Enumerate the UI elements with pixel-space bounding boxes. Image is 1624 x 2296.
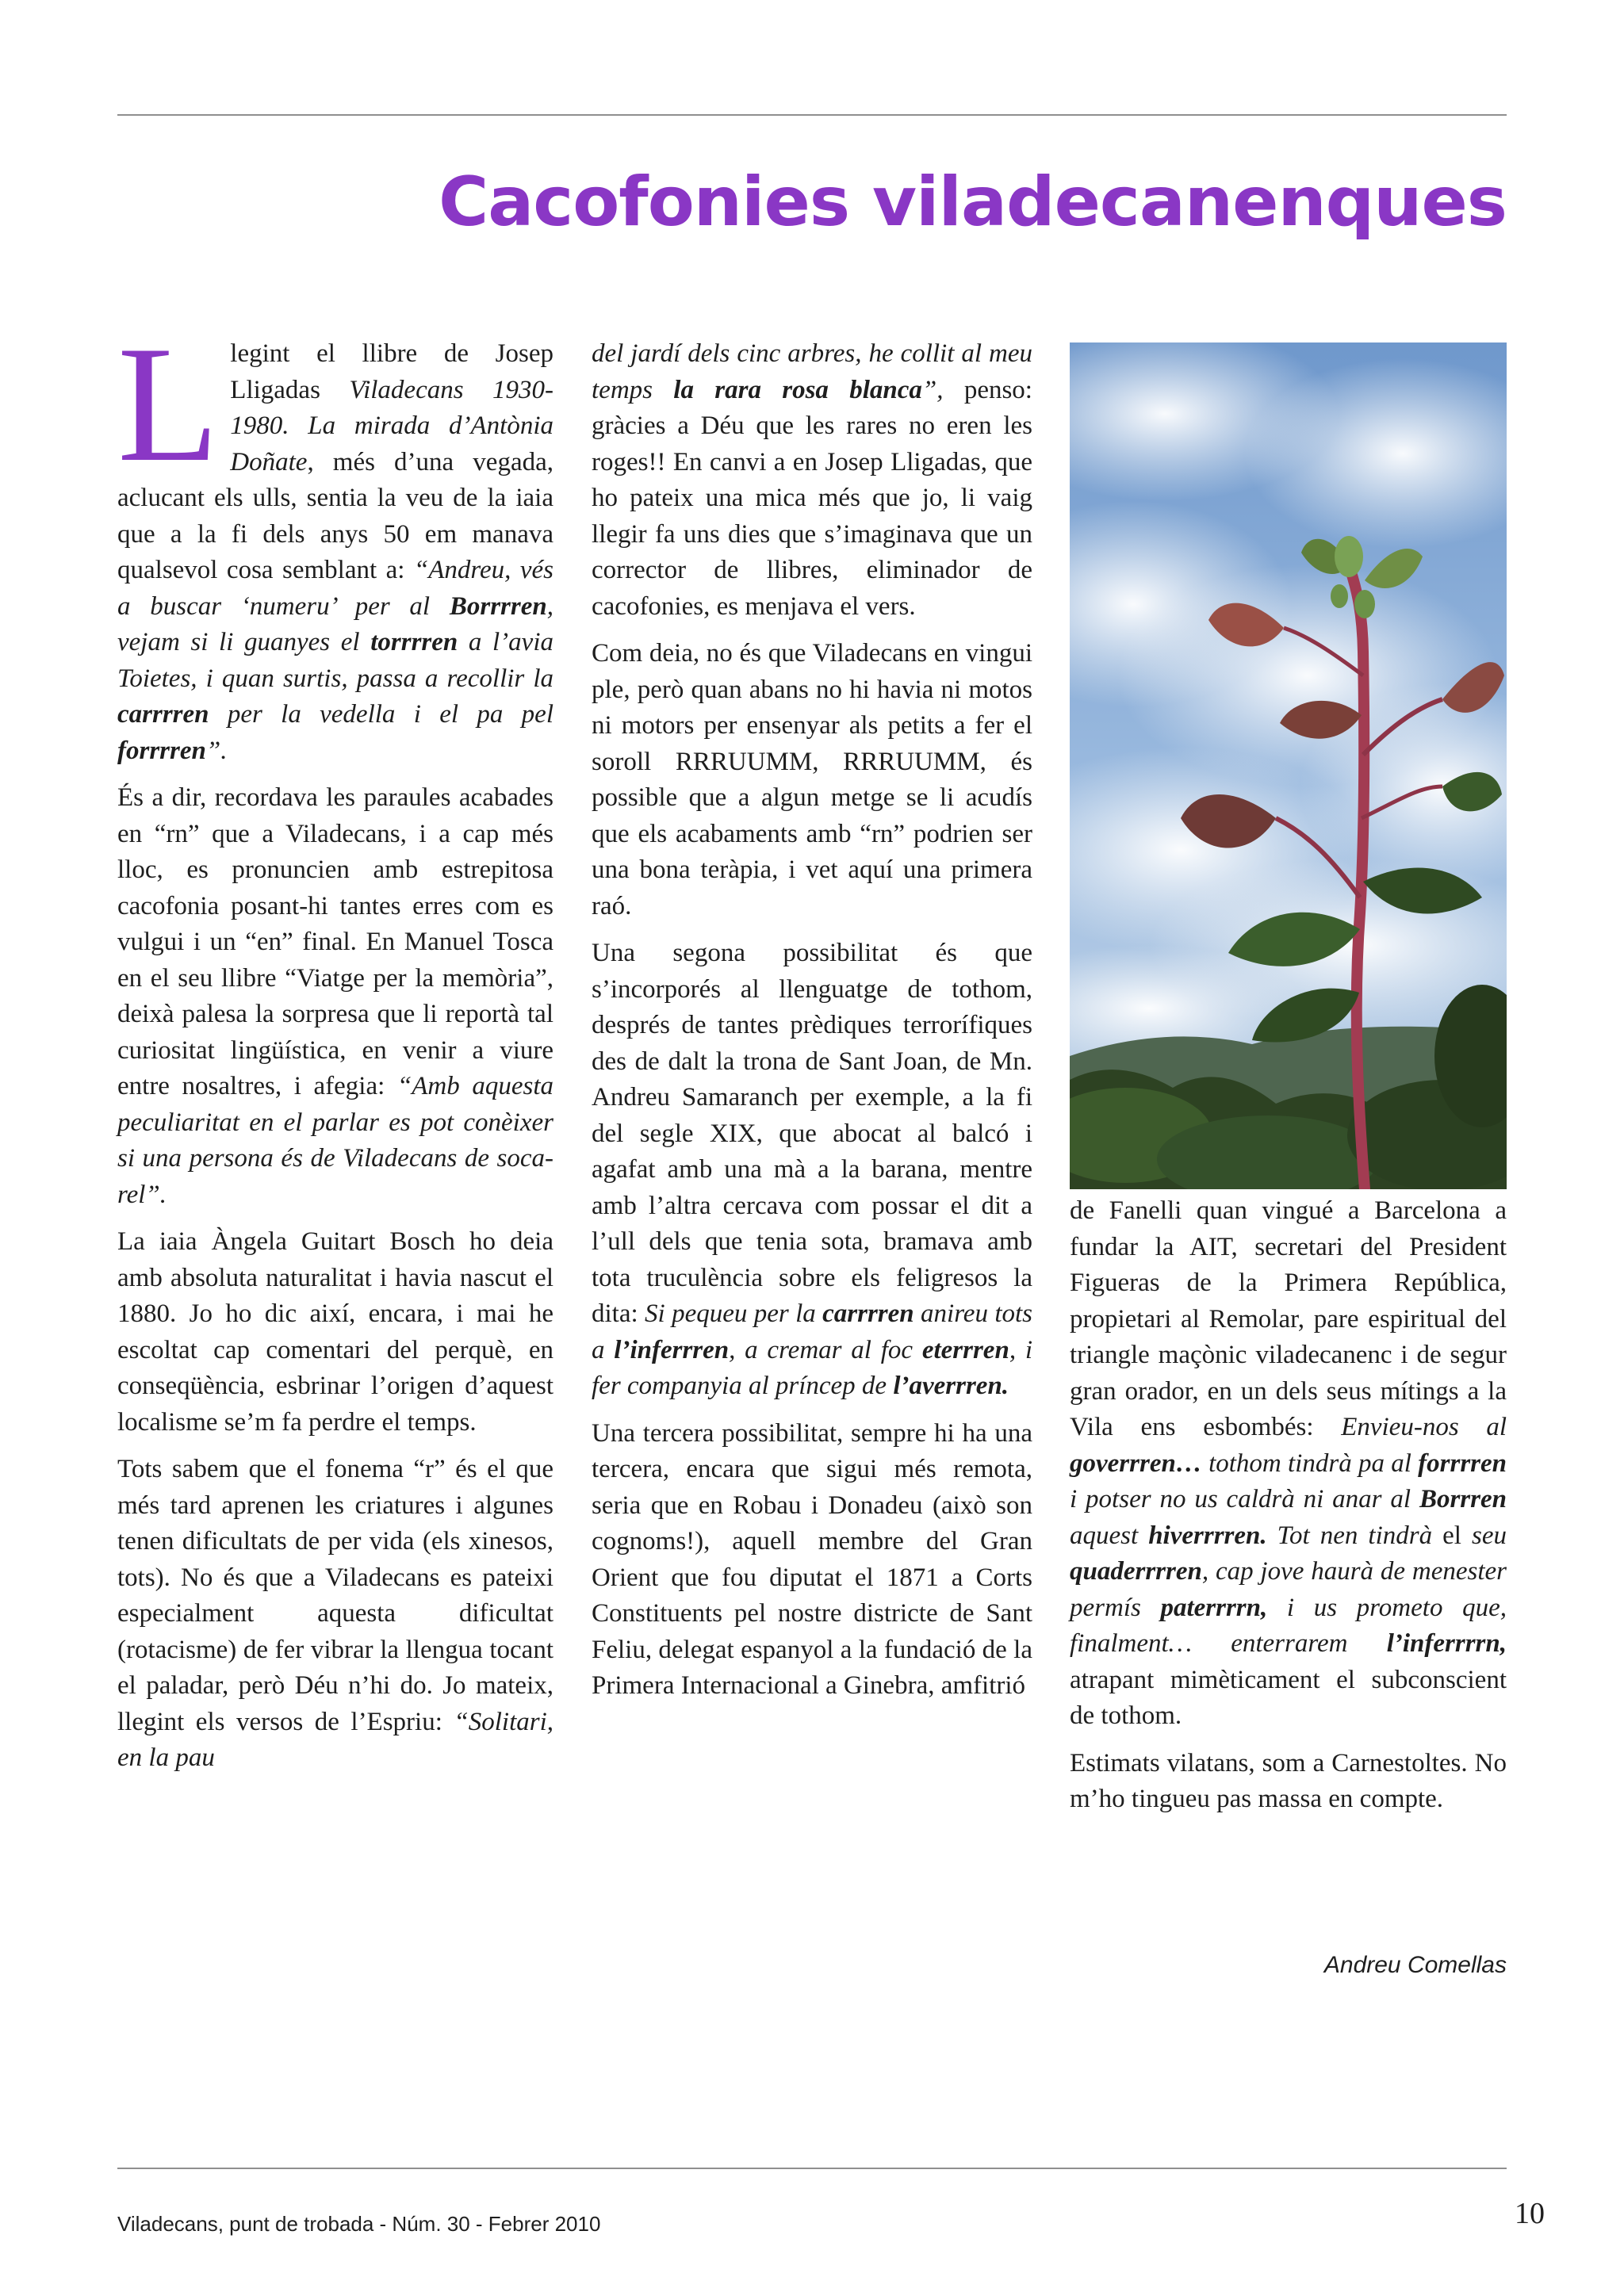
text-run: per la vedella i el pa pel (209, 700, 553, 729)
drop-cap: L (117, 312, 220, 496)
paragraph (592, 336, 1032, 625)
lead-paragraph (117, 312, 553, 769)
text-run (673, 376, 922, 404)
text-run: , cap jove haurà de menester permís (1070, 1557, 1507, 1622)
text-run-emphasis: forrrren (1418, 1448, 1507, 1478)
text-run: “Amb aquesta peculiaritat en el parlar es pot conèixer si una persona és de Viladecans de soca-rel”. (117, 1072, 553, 1209)
text-run-emphasis: goverrren… (1070, 1448, 1202, 1478)
text-run: legint el llibre de Josep Lligadas (230, 339, 553, 404)
article-column-2 (592, 336, 1032, 1716)
text-run: Envieu-nos al (1341, 1413, 1507, 1441)
text-run (1070, 1557, 1202, 1586)
text-run-emphasis: carrrren (117, 700, 209, 729)
text-run: del jardí dels cinc arbres, he collit al meu temps (592, 339, 1032, 404)
text-run: , més d’una vegada, aclucant els ulls, sentia la veu de la iaia que a la fi dels anys 50 em manava qualsevol cosa semblant a: (117, 447, 553, 584)
paragraph (592, 1416, 1032, 1705)
text-run-emphasis: carrrren (822, 1299, 914, 1328)
text-run: És a dir, recordava les paraules acabades en “rn” que a Viladecans, i a cap més lloc, es pronuncien amb estrepitosa cacofonia posant-hi tantes erres com es vulgui i un “en” final. En Manuel Tosca en el seu llibre “Viatge per la memòria”, deixà palesa la sorpresa que li reportà tal curiositat lingüística, en venir a viure entre nosaltres, i afegia: (117, 783, 553, 1100)
text-run: i us prometo que, finalment… enterrarem (1070, 1593, 1507, 1658)
text-run: , a cremar al foc (729, 1335, 922, 1364)
text-run: de Fanelli quan vingué a Barcelona a fundar la AIT, secretari del President Figueras de la Primera República, propietari al Remolar, pare espiritual del triangle maçònic viladecanenc i de segur gran orador, en un dels seus mítings a la Vila ens esbombés: (1070, 1196, 1507, 1441)
paragraph (117, 780, 553, 1213)
text-run (117, 700, 209, 729)
text-run: anireu tots a (592, 1299, 1033, 1364)
text-run (1387, 1629, 1507, 1658)
text-run-emphasis: torrrren (370, 628, 458, 656)
text-run: Una segona possibilitat és que s’incorporés al llenguatge de tothom, després de tantes prèdiques terrorífiques des de dalt la trona de Sant Joan, de Mn. Andreu Samaranch per exemple, a la fi del segle XIX, que abocat al balcó i agafat amb una mà a la barana, mentre amb l’altra cercava com possar el dit a l’ull dels que tenia sota, bramava amb tota truculència sobre els feligresos la dita: (592, 939, 1032, 1328)
text-run: penso: gràcies a Déu que les rares no eren les roges!! En canvi a en Josep Lligadas, que ho pateix una mica més que jo, li vaig llegir fa uns dies que s’imaginava que un corrector de llibres, eliminador de cacofonies, es menjava el vers. (592, 375, 1032, 621)
text-run: “Solitari, en la pau (117, 1707, 553, 1772)
article-column-1 (117, 312, 553, 1788)
text-run (1148, 1521, 1266, 1550)
text-run: Tots sabem que el fonema “r” és el que més tard aprenen les criatures i algunes tenen dificultats de per vida (els xinesos, tots). No és que a Viladecans es pateixi especialment aquesta dificultat (rotacisme) de fer vibrar la llengua tocant el paladar, però Déu n’hi do. Jo mateix, llegint els versos de l’Espriu: (117, 1455, 553, 1736)
text-run-emphasis: hiverrrren. (1148, 1521, 1267, 1550)
text-run: Com deia, no és que Viladecans en vingui ple, però quan abans no hi havia ni motos ni motors per ensenyar als petits a fer el soroll RRRUUMM, RRRUUMM, és possible que a algun metge se li acudís que els acabaments amb “rn” podrien ser una bona teràpia, i vet aquí una primera raó. (592, 639, 1032, 920)
text-run: “Andreu, vés a buscar ‘numeru’ per al (117, 556, 553, 621)
text-run: La iaia Àngela Guitart Bosch ho deia amb absoluta naturalitat i havia nascut el 1880. Jo ho dic així, encara, i mai he escoltat cap comentari del perquè, en conseqüència, esbrinar l’origen d’aquest localisme se’m fa perdre el temps. (117, 1227, 553, 1437)
text-run (370, 628, 458, 656)
text-run-emphasis: eterrren (921, 1335, 1009, 1364)
paragraph (1070, 1746, 1507, 1818)
bottom-rule (117, 2168, 1507, 2169)
text-run-emphasis: quaderrrren (1070, 1557, 1202, 1586)
paragraph (1070, 1193, 1507, 1735)
text-run: a l’avia Toietes, i quan surtis, passa a recollir la (117, 628, 553, 693)
text-run: Tot nen tindrà (1266, 1521, 1443, 1550)
text-run: Una tercera possibilitat, sempre hi ha una tercera, encara que sigui més remota, seria que en Robau i Donadeu (això son cognoms!), aquell membre del Gran Orient que fou diputat el 1871 a Corts Constituents pel nostre districte de Sant Feliu, delegat espanyol a la fundació de la Primera Internacional a Ginebra, amfitrió (592, 1418, 1032, 1700)
text-run (822, 1299, 914, 1328)
paragraph (592, 936, 1032, 1405)
text-run-emphasis: l’inferrren (614, 1335, 730, 1364)
text-run: i potser no us caldrà ni anar al (1070, 1485, 1419, 1513)
text-run (450, 592, 547, 621)
text-run (117, 737, 206, 765)
text-run-emphasis: forrrren (117, 736, 206, 765)
text-run-emphasis: paterrrrn, (1160, 1593, 1268, 1622)
text-run: seu (1471, 1521, 1507, 1550)
text-run: Viladecans 1930-1980. La mirada d’Antònia Doñate (230, 375, 553, 476)
text-run (1160, 1594, 1267, 1622)
paragraph (592, 636, 1032, 924)
article-title: Cacofonies viladecanenques (439, 163, 1507, 242)
text-run: el (1442, 1521, 1472, 1550)
page-number: 10 (1515, 2197, 1545, 2230)
top-rule (117, 114, 1507, 116)
text-run: ”. (205, 736, 228, 765)
text-run (1418, 1449, 1507, 1478)
article-column-3 (1070, 1193, 1507, 1829)
text-run (614, 1336, 729, 1364)
paragraph (117, 1452, 553, 1777)
text-run-emphasis: Borrren (1419, 1485, 1507, 1513)
text-run-emphasis: Borrrren (449, 591, 547, 621)
text-run-emphasis: l’averrren. (893, 1372, 1009, 1400)
text-run (922, 1336, 1009, 1364)
paragraph (117, 1224, 553, 1441)
text-run: Estimats vilatans, som a Carnestoltes. No m’ho tingueu pas massa en compte. (1070, 1748, 1507, 1813)
text-run: atrapant mimèticament el subconscient de tothom. (1070, 1665, 1507, 1730)
text-run-emphasis: la rara rosa blanca (673, 375, 922, 404)
text-run: , vejam si li guanyes el (117, 591, 553, 656)
photo-illustration (1070, 342, 1507, 1189)
rose-stem-photo (1070, 342, 1507, 1189)
text-run: Si pequeu per la (645, 1299, 823, 1328)
text-run-emphasis: l’inferrrrn, (1386, 1629, 1507, 1658)
text-run (1419, 1485, 1507, 1513)
text-run (893, 1372, 1009, 1400)
footer-publication: Viladecans, punt de trobada - Núm. 30 - Febrer 2010 (117, 2212, 601, 2236)
text-run: ”, (921, 375, 944, 404)
text-run: tothom tindrà pa al (1201, 1448, 1419, 1478)
text-run: , i fer companyia al príncep de (592, 1335, 1033, 1400)
author-signature: Andreu Comellas (1323, 1952, 1507, 1978)
text-run: aquest (1070, 1521, 1149, 1550)
text-run (1070, 1449, 1202, 1478)
